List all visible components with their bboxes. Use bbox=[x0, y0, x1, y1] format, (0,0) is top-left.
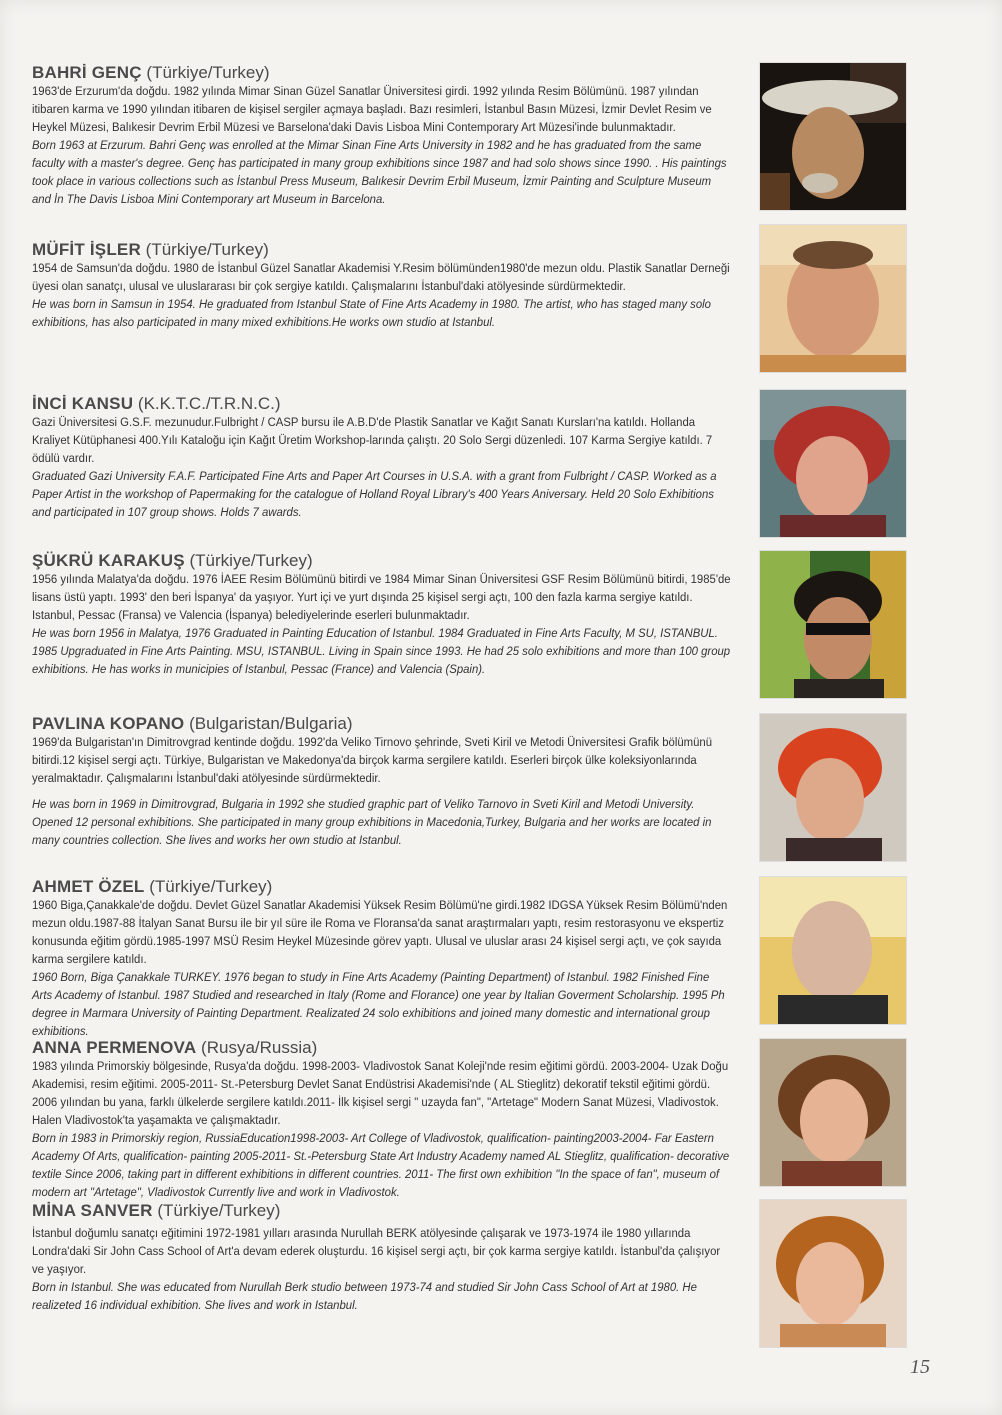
artist-photo-anna-permenova bbox=[759, 1038, 907, 1187]
artist-name: MÜFİT İŞLER bbox=[32, 240, 141, 259]
artist-entry-mufit-isler bbox=[32, 240, 732, 331]
artist-bio-turkish: 1983 yılında Primorskiy bölgesinde, Rusya'da doğdu. 1998-2003- Vladivostok Sanat Koleji'nde resim eğitimi gördü. 2003-2004- Uzak Doğu Akademisi, resim eğitimi. 2005-2011- St.-Petersburg Devlet Sanat Endüstrisi Akademisi'nde ( AL Stieglitz) dekoratif tekstil eğitimi gördü. 2006 yılından bu yana, farklı ülkelerde sergilere katıldı.2011- İlk kişisel sergi " uzayda fan", "Artetage" Modern Sanat Müzesi, Vladivostok. Halen Vladivostok'ta yaşamakta ve çalışmaktadır. bbox=[32, 1059, 729, 1127]
artist-bio-turkish: 1954 de Samsun'da doğdu. 1980 de İstanbul Güzel Sanatlar Akademisi Y.Resim bölümünden1980'de mezun oldu. Plastik Sanatlar Derneği üyesi olan sanatçı, ulusal ve uluslararası bir çok sergiye katıldı. Çalışmalarını İstanbul'daki atölyesinde sürdürmektedir. bbox=[32, 261, 730, 293]
artist-name: AHMET ÖZEL bbox=[32, 877, 145, 896]
artist-photo-mufit-isler bbox=[759, 224, 907, 373]
artist-bio-english: He was born 1956 in Malatya, 1976 Graduated in Painting Education of Istanbul. 1984 Graduated in Fine Arts Faculty, M SU, ISTANBUL. 1985 Upgraduated in Fine Arts Painting. MSU, ISTANBUL. Living in Spain since 1993. He had 25 solo exhibitions and more than 100 group exhibitions. He has works in municipies of Istanbul, Pessac (France) and Valencia (Spain). bbox=[32, 626, 731, 676]
artist-entry-pavlina-kopano bbox=[32, 714, 732, 849]
artist-name: İNCİ KANSU bbox=[32, 394, 134, 413]
artist-country: (Türkiye/Turkey) bbox=[157, 1201, 281, 1220]
artist-heading bbox=[32, 394, 732, 413]
artist-photo-mina-sanver bbox=[759, 1199, 907, 1348]
artist-bio-english: Born in 1983 in Primorskiy region, RussiaEducation1998-2003- Art College of Vladivostok, qualification- painting2003-2004- Far Eastern Academy Of Arts, qualification- painting 2005-2011- St.-Petersburg State Art Industry Academy named AL Stieglitz, qualification- decorative textile Since 2006, taking part in different exhibitions in different countries. 2011- The first own exhibition "In the space of fan", museum of modern art "Artetage", Vladivostok Currently live and work in Vladivostok. bbox=[32, 1131, 730, 1199]
artist-entry-mina-sanver bbox=[32, 1201, 732, 1314]
artist-bio-english: Graduated Gazi University F.A.F. Participated Fine Arts and Paper Art Courses in U.S.A. with a grant from Fulbright / CASP. Worked as a Paper Artist in the workshop of Papermaking for the catalogue of Holland Royal Library's 400 Years Aniversary. Held 20 Solo Exhibitions and participated in 107 group shows. Holds 7 awards. bbox=[32, 469, 717, 519]
artist-bio-turkish: Gazi Üniversitesi G.S.F. mezunudur.Fulbright / CASP bursu ile A.B.D'de Plastik Sanatlar ve Kağıt Sanatı Kursları'na katıldı. Hollanda Kraliyet Kütüphanesi 400.Yılı Kataloğu için Kağıt Üretim Workshop-larında çalıştı. 20 Solo Sergi düzenledi. 107 Karma Sergiye katıldı. 7 ödülü vardır. bbox=[32, 415, 713, 465]
artist-heading bbox=[32, 551, 732, 570]
artist-bio-turkish: 1956 yılında Malatya'da doğdu. 1976 İAEE Resim Bölümünü bitirdi ve 1984 Mimar Sinan Üniversitesi GSF Resim Bölümünü bitirdi, 1985'de lisans üstü yaptı. 1993' den beri İspanya' da yaşıyor. Yurt içi ve yurt dışında 25 kişisel sergi açtı, 100 den fazla karma sergiye katıldı. Istanbul, Pessac (Fransa) ve Valencia (İspanya) belediyelerinde eserleri bulunmaktadır. bbox=[32, 572, 731, 622]
artist-country: (Türkiye/Turkey) bbox=[145, 240, 269, 259]
artist-bio-english: Born 1963 at Erzurum. Bahri Genç was enrolled at the Mimar Sinan Fine Arts University in 1982 and he has graduated from the same faculty with a master's degree. Genç has participated in many group exhibitions since 1987 and had solo shows since 1990. . His paintings took place in various collections such as İstanbul Press Museum, Balıkesir Devrim Erbil Museum, İzmir Painting and Sculpture Museum and İn The Davis Lisboa Mini Contemporary art Museum in Barcelona. bbox=[32, 138, 727, 206]
artist-bio-turkish: 1960 Biga,Çanakkale'de doğdu. Devlet Güzel Sanatlar Akademisi Yüksek Resim Bölümü'ne girdi.1982 IDGSA Yüksek Resim Bölümü'nden mezun oldu.1987-88 İtalyan Sanat Bursu ile bir yıl süre ile Roma ve Floransa'da sanat araştırmaları yaptı, resim restorasyonu ve ekspertiz konusunda eğitim gördü.1985-1997 MSÜ Resim Heykel Müzesinde görev yaptı. Ulusal ve uluslar arası 24 kişisel sergi açtı, ve çok sayıda karma sergilere katıldı. bbox=[32, 898, 728, 966]
artist-heading bbox=[32, 1201, 732, 1220]
artist-name: MİNA SANVER bbox=[32, 1201, 153, 1220]
artist-country: (Rusya/Russia) bbox=[201, 1038, 318, 1057]
artist-photo-bahri-genc bbox=[759, 62, 907, 211]
artist-photo-pavlina-kopano bbox=[759, 713, 907, 862]
artist-heading bbox=[32, 63, 732, 82]
artist-bio-english: 1960 Born, Biga Çanakkale TURKEY. 1976 began to study in Fine Arts Academy (Painting Department) of Istanbul. 1982 Finished Fine Arts Academy of Istanbul. 1987 Studied and researched in Italy (Rome and Florance) one year by Italian Goverment Scholarship. 1995 Ph degree in Marmara University of Painting Department. Realizated 24 solo exhibitions and joined many domestic and international group exhibitions. bbox=[32, 970, 725, 1038]
artist-name: BAHRİ GENÇ bbox=[32, 63, 142, 82]
artist-bio-turkish: 1963'de Erzurum'da doğdu. 1982 yılında Mimar Sinan Güzel Sanatlar Üniversitesi girdi. 1992 yılında Resim Bölümünü. 1987 yılından itibaren karma ve 1990 yılından itibaren de kişisel sergiler açmaya başladı. Bazı resimleri, İstanbul Basın Müzesi, İzmir Devlet Resim ve Heykel Müzesi, Balıkesir Devrim Erbil Müzesi ve Barselona'daki Davis Lisboa Mini Contemporary Art Müzesi'inde bulunmaktadır. bbox=[32, 84, 712, 134]
artist-country: (Türkiye/Turkey) bbox=[146, 63, 270, 82]
page-number: 15 bbox=[910, 1356, 930, 1378]
artist-photo-ahmet-ozel bbox=[759, 876, 907, 1025]
artist-name: ANNA PERMENOVA bbox=[32, 1038, 197, 1057]
artist-bio-english: He was born in 1969 in Dimitrovgrad, Bulgaria in 1992 she studied graphic part of Veliko Tarnovo in Sveti Kiril and Metodi University. Opened 12 personal exhibitions. She participated in many group exhibitions in Macedonia,Turkey, Bulgaria and her works are located in many countries collection. She lives and works her own studio at Istanbul. bbox=[32, 797, 712, 847]
artist-entry-sukru-karakus bbox=[32, 551, 732, 678]
artist-name: ŞÜKRÜ KARAKUŞ bbox=[32, 551, 185, 570]
artist-bio-english: He was born in Samsun in 1954. He graduated from Istanbul State of Fine Arts Academy in 1980. The artist, who has staged many solo exhibitions, has also participated in many mixed exhibitions.He works own studio at Istanbul. bbox=[32, 297, 711, 329]
artist-bio-turkish: İstanbul doğumlu sanatçı eğitimini 1972-1981 yılları arasında Nurullah BERK atölyesinde çalışarak ve 1973-1974 ile 1980 yıllarında Londra'daki Sir John Cass School of Art'a devam ederek oluşturdu. 16 kişisel sergi açtı, bir çok karma sergiye katıldı. İstanbul'da çalışıyor ve yaşıyor. bbox=[32, 1226, 721, 1276]
artist-heading bbox=[32, 877, 732, 896]
artist-country: (K.K.T.C./T.R.N.C.) bbox=[137, 394, 281, 413]
artist-name: PAVLINA KOPANO bbox=[32, 714, 185, 733]
artist-entry-inci-kansu bbox=[32, 394, 732, 521]
artist-heading bbox=[32, 1038, 732, 1057]
artist-bio-english: Born in Istanbul. She was educated from Nurullah Berk studio between 1973-74 and studied Sir John Cass School of Art at 1980. He realizeted 16 individual exhibition. She lives and work in Istanbul. bbox=[32, 1280, 697, 1312]
artist-entry-bahri-genc bbox=[32, 63, 732, 208]
artist-photo-inci-kansu bbox=[759, 389, 907, 538]
artist-entry-ahmet-ozel bbox=[32, 877, 732, 1040]
artist-photo-sukru-karakus bbox=[759, 550, 907, 699]
artist-country: (Türkiye/Turkey) bbox=[149, 877, 273, 896]
artist-heading bbox=[32, 240, 732, 259]
artist-bio-turkish: 1969'da Bulgaristan'ın Dimitrovgrad kentinde doğdu. 1992'da Veliko Tirnovo şehrinde, Sveti Kiril ve Metodi Üniversitesi Grafik bölümünü bitirdi.12 kişisel sergi açtı. Türkiye, Bulgaristan ve Makedonya'da birçok karma sergilere katıldı. Eserleri birçok ülke koleksiyonlarında yeralmaktadır. Çalışmalarını İstanbul'daki atölyesinde sürdürmektedir. bbox=[32, 735, 713, 785]
artist-country: (Bulgaristan/Bulgaria) bbox=[189, 714, 353, 733]
artist-entry-anna-permenova bbox=[32, 1038, 732, 1201]
artist-heading bbox=[32, 714, 732, 733]
artist-country: (Türkiye/Turkey) bbox=[189, 551, 313, 570]
